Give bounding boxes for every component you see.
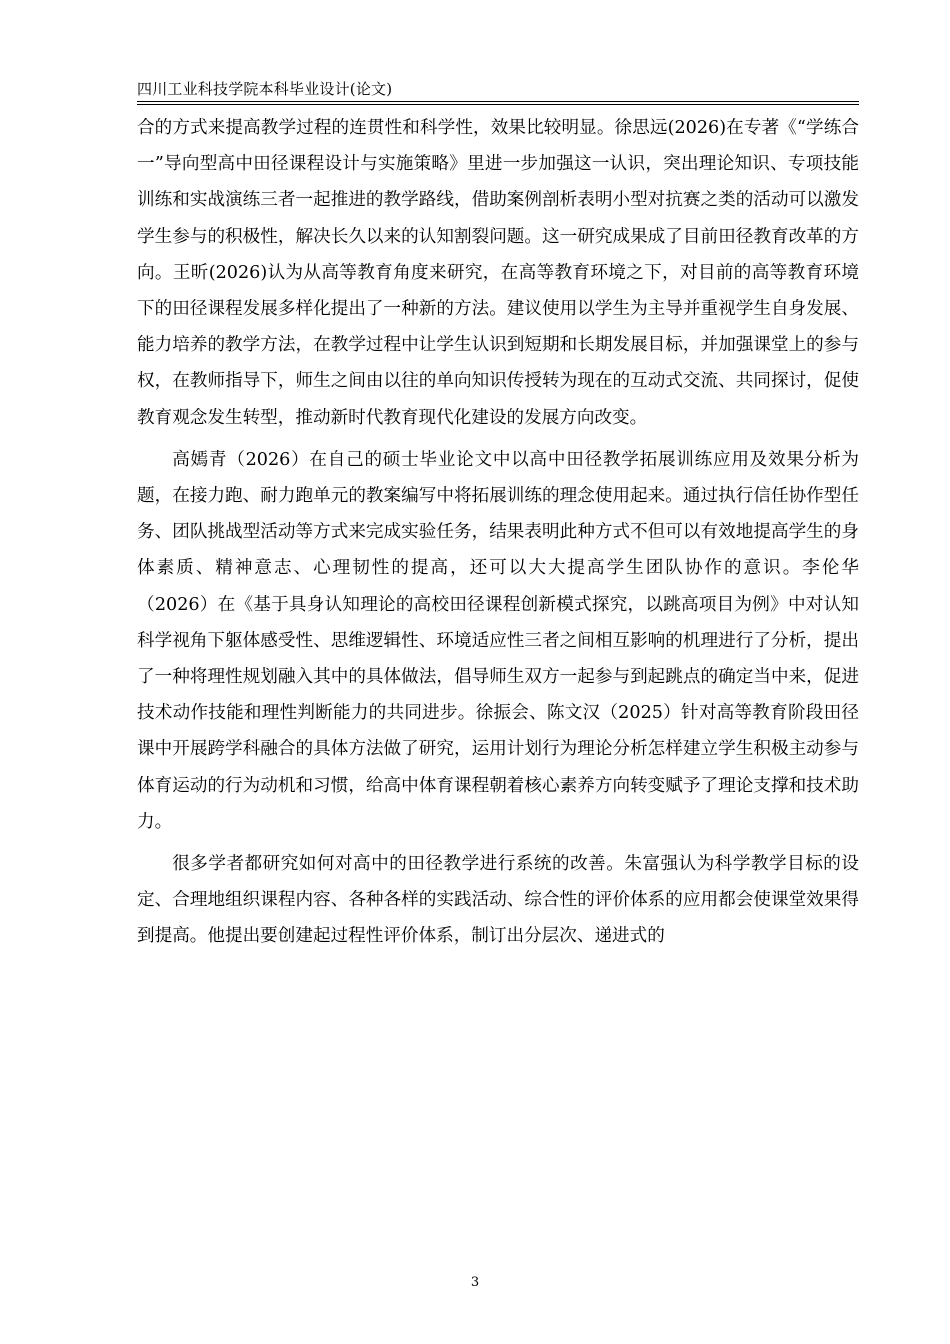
paragraph-continued: 合的方式来提高教学过程的连贯性和科学性，效果比较明显。徐思远(2026)在专著《“学练合一”导向型高中田径课程设计与实施策略》里进一步加强这一认识，突出理论知识、专项技能训练和实战演练三者一起推进的教学路线，借助案例剖析表明小型对抗赛之类的活动可以激发学生参与的积极性，解决长久以来的认知割裂问题。这一研究成果成了目前田径教育改革的方向。王昕(2026)认为从高等教育角度来研究，在高等教育环境之下，对目前的高等教育环境下的田径课程发展多样化提出了一种新的方法。建议使用以学生为主导并重视学生自身发展、能力培养的教学方法，在教学过程中让学生认识到短期和长期发展目标，并加强课堂上的参与权，在教师指导下，师生之间由以往的单向知识传授转为现在的互动式交流、共同探讨，促使教育观念发生转型，推动新时代教育现代化建设的发展方向改变。 bbox=[137, 118, 859, 428]
header-rule bbox=[137, 101, 859, 102]
paragraph: 高嫣青（2026）在自己的硕士毕业论文中以高中田径教学拓展训练应用及效果分析为题，在接力跑、耐力跑单元的教案编写中将拓展训练的理念使用起来。通过执行信任协作型任务、团队挑战型活动等方式来完成实验任务，结果表明此种方式不但可以有效地提高学生的身体素质、精神意志、心理韧性的提高，还可以大大提高学生团队协作的意识。李伦华（2026）在《基于具身认知理论的高校田径课程创新模式探究，以跳高项目为例》中对认知科学视角下躯体感受性、思维逻辑性、环境适应性三者之间相互影响的机理进行了分析，提出了一种将理性规划融入其中的具体做法，倡导师生双方一起参与到起跳点的确定当中来，促进技术动作技能和理性判断能力的共同进步。徐振会、陈文汉（2025）针对高等教育阶段田径课中开展跨学科融合的具体方法做了研究，运用计划行为理论分析怎样建立学生积极主动参与体育运动的行为动机和习惯，给高中体育课程朝着核心素养方向转变赋予了理论支撑和技术助力。 bbox=[137, 449, 859, 832]
header-rule-thin bbox=[137, 104, 859, 105]
body-text bbox=[137, 110, 859, 955]
paragraph: 很多学者都研究如何对高中的田径教学进行系统的改善。朱富强认为科学教学目标的设定、合理地组织课程内容、各种各样的实践活动、综合性的评价体系的应用都会使课堂效果得到提高。他提出要创建起过程性评价体系，制订出分层次、递进式的 bbox=[137, 854, 859, 947]
running-header: 四川工业科技学院本科毕业设计(论文) bbox=[137, 80, 393, 98]
page-number: 3 bbox=[470, 1275, 480, 1290]
